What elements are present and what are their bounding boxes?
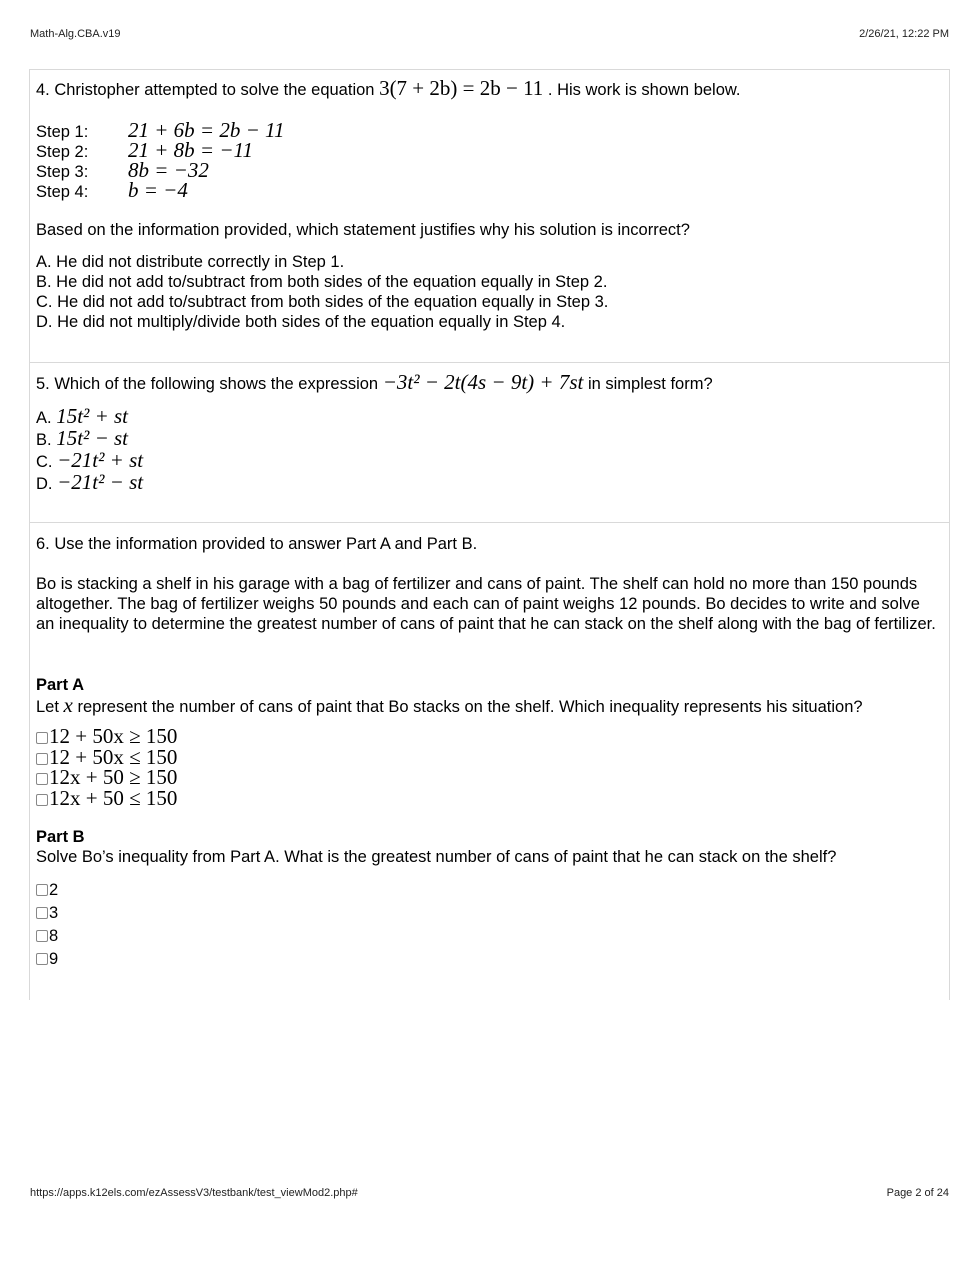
q6-part-a: Part A Let x represent the number of cans of paint that Bo stacks on the shelf. Which inequality represents his situation? xyxy=(36,676,863,717)
q5-expression: −3t² − 2t(4s − 9t) + 7st xyxy=(382,370,584,394)
footer-url: https://apps.k12els.com/ezAssessV3/testbank/test_viewMod2.php# xyxy=(30,1187,358,1199)
checkbox[interactable] xyxy=(36,884,48,896)
footer-page-number: Page 2 of 24 xyxy=(886,1187,949,1199)
part-a-option[interactable]: 12 + 50x ≥ 150 xyxy=(36,726,941,747)
q5-choices xyxy=(29,405,948,493)
part-b-option[interactable]: 2 xyxy=(36,879,941,902)
variable-x: x xyxy=(63,693,73,717)
q4-choices xyxy=(29,252,948,332)
q4-step: Step 1: 21 + 6b = 2b − 11 xyxy=(36,118,285,142)
part-a-heading: Part A xyxy=(36,676,84,694)
q4-step: Step 2: 21 + 8b = −11 xyxy=(36,138,253,162)
divider xyxy=(29,362,949,363)
q6-intro: 6. Use the information provided to answer Part A and Part B. xyxy=(36,535,478,553)
q5-choice-a[interactable]: A. 15t² + st xyxy=(36,404,128,428)
header-timestamp: 2/26/21, 12:22 PM xyxy=(859,28,949,40)
question-4 xyxy=(29,78,948,100)
q4-choice-c[interactable]: C. He did not add to/subtract from both sides of the equation equally in Step 3. xyxy=(36,293,609,311)
question-5 xyxy=(29,372,948,394)
checkbox[interactable] xyxy=(36,732,48,744)
part-b-option[interactable]: 9 xyxy=(36,948,941,971)
q5-choice-d[interactable]: D. −21t² − st xyxy=(36,470,144,494)
checkbox[interactable] xyxy=(36,773,48,785)
part-a-options xyxy=(29,726,948,808)
q4-intro: 4. Christopher attempted to solve the equation xyxy=(36,81,375,99)
q4-step: Step 3: 8b = −32 xyxy=(36,158,209,182)
q5-choice-b[interactable]: B. 15t² − st xyxy=(36,426,128,450)
q4-step: Step 4: b = −4 xyxy=(36,178,188,202)
q5-intro-end: in simplest form? xyxy=(587,375,713,393)
checkbox[interactable] xyxy=(36,753,48,765)
checkbox[interactable] xyxy=(36,930,48,942)
q4-intro-end: . His work is shown below. xyxy=(547,81,741,99)
part-b-option[interactable]: 8 xyxy=(36,925,941,948)
header-doc-id: Math-Alg.CBA.v19 xyxy=(30,28,121,40)
q4-question: Based on the information provided, which statement justifies why his solution is incorrect? xyxy=(36,221,690,239)
q5-choice-c[interactable]: C. −21t² + st xyxy=(36,448,144,472)
part-b-heading: Part B xyxy=(36,828,85,846)
part-b-options xyxy=(29,879,948,971)
q4-equation: 3(7 + 2b) = 2b − 11 xyxy=(379,76,544,100)
q4-choice-a[interactable]: A. He did not distribute correctly in Step 1. xyxy=(36,253,345,271)
q4-choice-d[interactable]: D. He did not multiply/divide both sides of the equation equally in Step 4. xyxy=(36,313,566,331)
checkbox[interactable] xyxy=(36,907,48,919)
q5-intro: 5. Which of the following shows the expression xyxy=(36,375,379,393)
divider xyxy=(29,522,949,523)
part-b-option[interactable]: 3 xyxy=(36,902,941,925)
checkbox[interactable] xyxy=(36,953,48,965)
part-a-option[interactable]: 12x + 50 ≥ 150 xyxy=(36,767,941,788)
q6-passage: Bo is stacking a shelf in his garage with a bag of fertilizer and cans of paint. The shelf can hold no more than 150 pounds altogether. The bag of fertilizer weighs 50 pounds and each can of paint weighs 12 pounds. Bo decides to write and solve an inequality to determine the greatest number of cans of paint that he can stack on the shelf along with the bag of fertilizer. xyxy=(36,575,936,633)
part-a-option[interactable]: 12 + 50x ≤ 150 xyxy=(36,747,941,768)
part-a-option[interactable]: 12x + 50 ≤ 150 xyxy=(36,788,941,809)
q6-part-b: Part B Solve Bo’s inequality from Part A. What is the greatest number of cans of paint that he can stack on the shelf? xyxy=(36,828,837,866)
q4-choice-b[interactable]: B. He did not add to/subtract from both sides of the equation equally in Step 2. xyxy=(36,273,608,291)
checkbox[interactable] xyxy=(36,794,48,806)
